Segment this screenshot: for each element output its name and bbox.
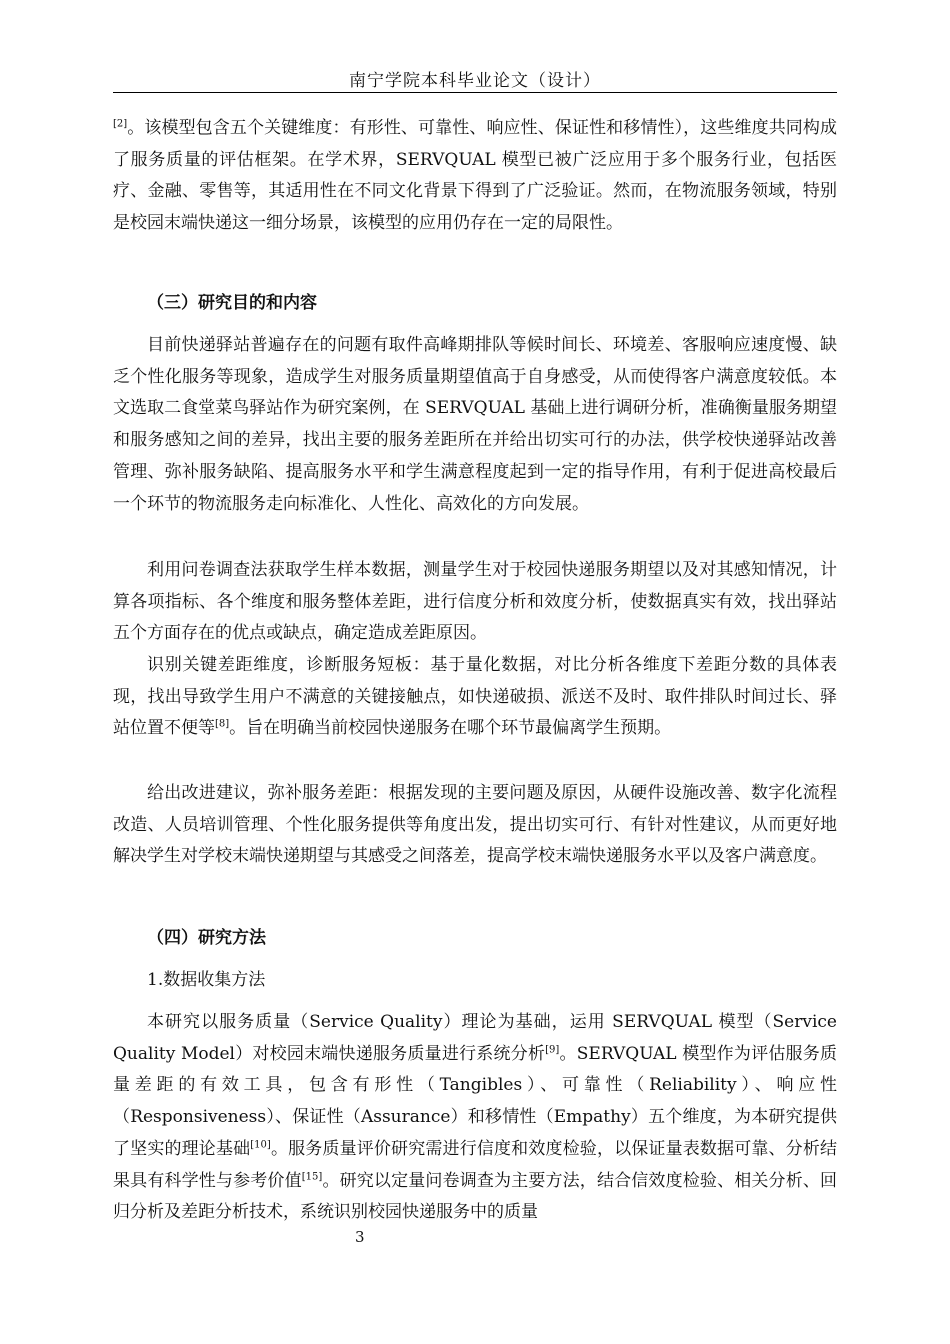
- paragraph-text: 。SERVQUAL 模型作为评估服务质量差距的有效工具，包含有形性（Tangibles）、可靠性（Reliability）、响应性（Responsiveness）、保证性（Assurance）和移情性（Empathy）五个维度，为本研究提供了坚实的理论基础: [113, 1043, 837, 1159]
- paragraph-text: 。服务质量评价研究需进行信度和效度检验，以保证量表数据可靠、分析结果具有科学性与参考价值: [113, 1138, 838, 1191]
- section-heading-research-method: （四）研究方法: [147, 928, 266, 948]
- running-header: 南宁学院本科毕业论文（设计）: [349, 71, 601, 91]
- section-heading-research-purpose: （三）研究目的和内容: [147, 293, 317, 313]
- paragraph-research-background: 目前快递驿站普遍存在的问题有取件高峰期排队等候时间长、环境差、客服响应速度慢、缺乏个性化服务等现象，造成学生对服务质量期望值高于自身感受，从而使得客户满意度较低。本文选取二食堂菜鸟驿站作为研究案例，在 SERVQUAL 基础上进行调研分析，准确衡量服务期望和服务感知之间的差异，找出主要的服务差距所在并给出切实可行的办法，供学校快递驿站改善管理、弥补服务缺陷、提高服务水平和学生满意程度起到一定的指导作用，有利于促进高校最后一个环节的物流服务走向标准化、人性化、高效化的方向发展。: [113, 335, 837, 514]
- paragraph-text: 。研究以定量问卷调查为主要方法，结合信效度检验、相关分析、回归分析及差距分析技术，系统识别校园快递服务中的质量: [113, 1170, 838, 1223]
- citation-ref: [15]: [301, 1170, 323, 1182]
- paragraph-text: 。该模型包含五个关键维度：有形性、可靠性、响应性、保证性和移情性），这些维度共同构成了服务质量的评估框架。在学术界，SERVQUAL 模型已被广泛应用于多个服务行业，包括医疗、金融、零售等，其适用性在不同文化背景下得到了广泛验证。然而，在物流服务领域，特别是校园末端快递这一细分场景，该模型的应用仍存在一定的局限性。: [113, 118, 837, 234]
- citation-ref: [10]: [250, 1139, 271, 1151]
- paragraph-text: 。旨在明确当前校园快递服务在哪个环节最偏离学生预期。: [229, 718, 672, 739]
- paragraph-servqual-method: [113, 1007, 837, 1229]
- paragraph-text: 识别关键差距维度，诊断服务短板：基于量化数据，对比分析各维度下差距分数的具体表现，找出导致学生用户不满意的关键接触点，如快递破损、派送不及时、取件排队时间过长、驿站位置不便等: [113, 655, 837, 739]
- page-number: 3: [355, 1228, 365, 1246]
- paragraph-text: 本研究以服务质量（Service Quality）理论为基础，运用 SERVQUAL 模型（Service Quality Model）对校园末端快递服务质量进行系统分析: [113, 1012, 837, 1064]
- paragraph-survey-method: 利用问卷调查法获取学生样本数据，测量学生对于校园快递服务期望以及对其感知情况，计算各项指标、各个维度和服务整体差距，进行信度分析和效度分析，使数据真实有效，找出驿站五个方面存在的优点或缺点，确定造成差距原因。: [113, 560, 837, 644]
- citation-ref: [9]: [545, 1044, 560, 1056]
- paragraph-servqual-intro: [113, 113, 837, 240]
- header-divider: [113, 92, 837, 93]
- paragraph-gap-diagnosis: [113, 650, 837, 745]
- paragraph-improvement-suggestions: 给出改进建议，弥补服务差距：根据发现的主要问题及原因，从硬件设施改善、数字化流程改造、人员培训管理、个性化服务提供等角度出发，提出切实可行、有针对性建议，从而更好地解决学生对学校末端快递期望与其感受之间落差，提高学校末端快递服务水平以及客户满意度。: [113, 783, 837, 867]
- citation-ref: [8]: [215, 718, 230, 730]
- subsection-heading-data-collection: 1.数据收集方法: [147, 970, 266, 990]
- citation-ref: [2]: [113, 118, 128, 130]
